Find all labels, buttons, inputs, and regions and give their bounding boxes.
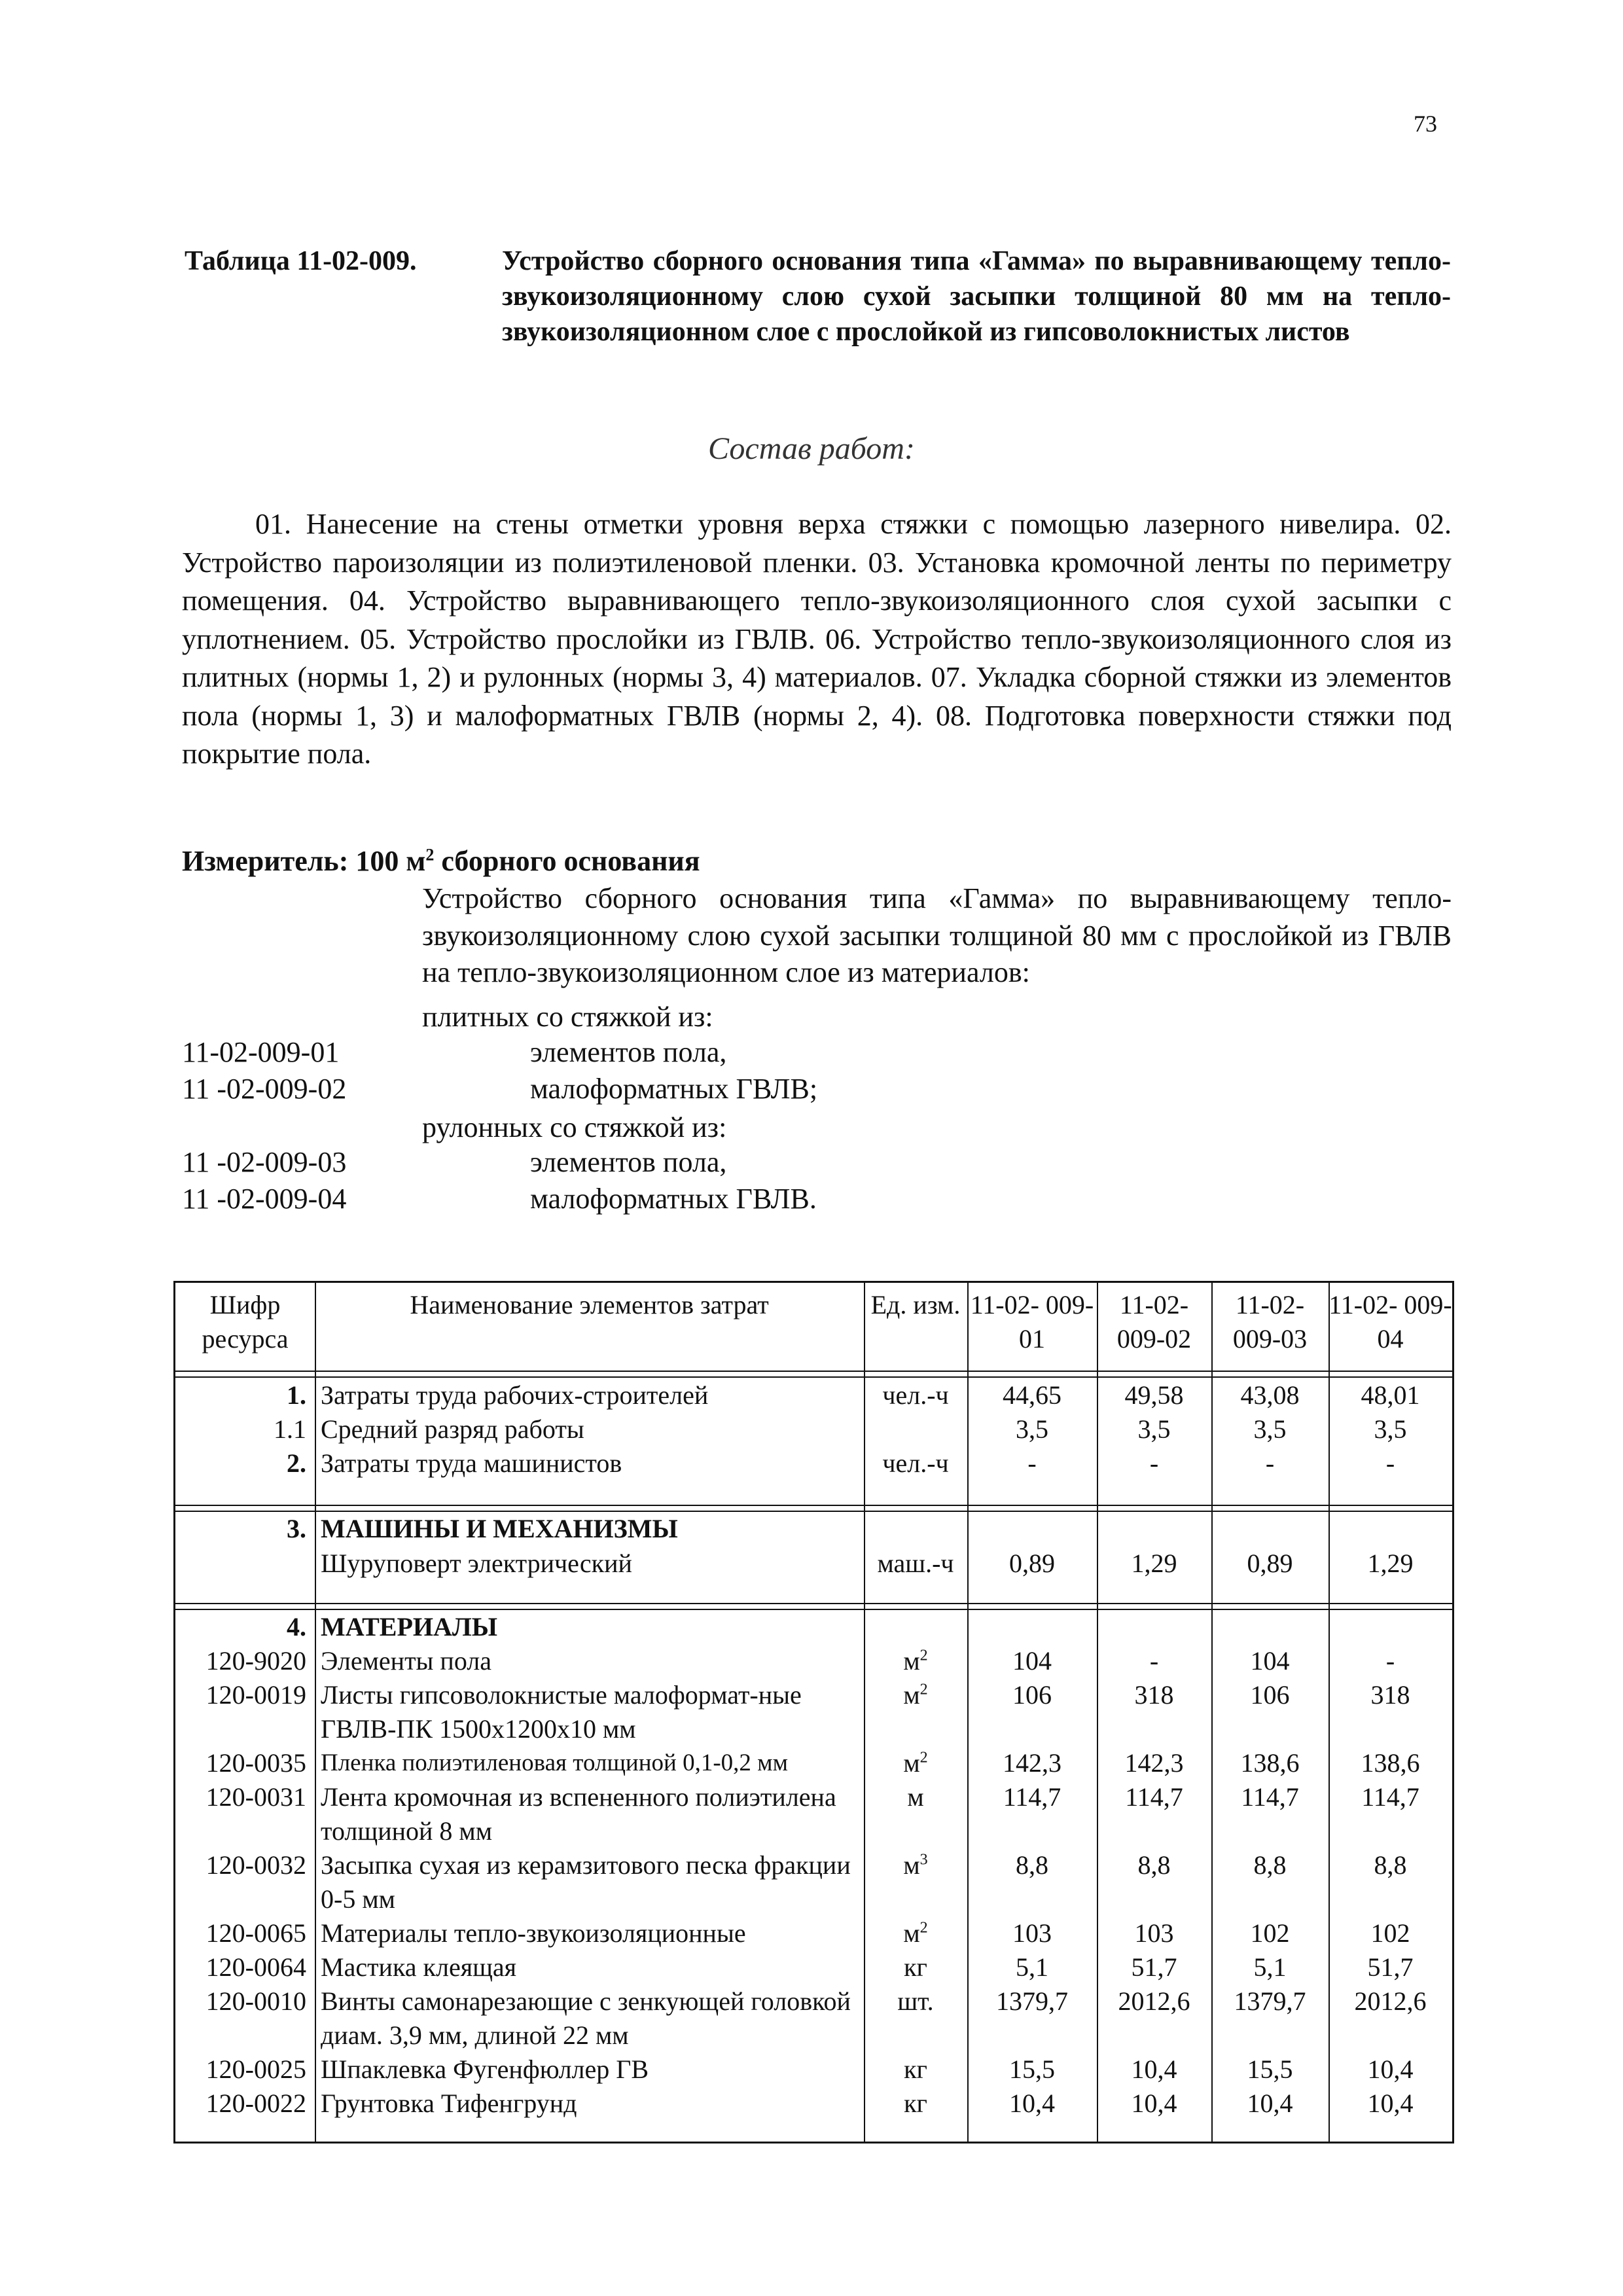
row-name: Затраты труда рабочих-строителей <box>321 1380 709 1410</box>
row-name: МАШИНЫ И МЕХАНИЗМЫ <box>321 1514 678 1543</box>
row-value: 49,58 <box>1124 1380 1184 1410</box>
row-value: - <box>1149 1448 1159 1478</box>
row-code: 4. <box>287 1612 306 1641</box>
row-name: Засыпка сухая из керамзитового песка фракции 0-5 мм <box>321 1850 851 1914</box>
header-name: Наименование элементов затрат <box>410 1290 769 1319</box>
row-code: 120-0025 <box>205 2054 306 2084</box>
row-name: Затраты труда машинистов <box>321 1448 622 1478</box>
row-value: 2012,6 <box>1118 1986 1190 2016</box>
row-value: 102 <box>1250 1918 1290 1948</box>
row-value: 8,8 <box>1374 1850 1407 1880</box>
header-code: Шифр ресурса <box>202 1290 289 1354</box>
row-name: Грунтовка Тифенгрунд <box>321 2089 577 2118</box>
row-value: - <box>1385 1448 1395 1478</box>
row-code: 120-0035 <box>205 1748 306 1778</box>
row-value: 318 <box>1134 1680 1174 1710</box>
row-value: 10,4 <box>1009 2089 1055 2118</box>
row-unit: шт. <box>897 1986 934 2016</box>
row-unit: $м^2$ <box>903 1918 928 1948</box>
row-name: МАТЕРИАЛЫ <box>321 1612 497 1641</box>
row-value: 5,1 <box>1253 1952 1287 1982</box>
row-value: - <box>1265 1448 1275 1478</box>
norms-description: Устройство сборного основания типа «Гамма» по выравнивающему тепло-звукоизоляционному слою сухой засыпки толщиной 80 мм с прослойкой из ГВЛВ на тепло-звукоизоляционном слое из материалов: <box>422 882 1452 988</box>
row-code: 120-0064 <box>205 1952 306 1982</box>
row-value: 114,7 <box>1241 1782 1299 1812</box>
row-value: 3,5 <box>1016 1414 1048 1444</box>
norm-code-row: 11 -02-009-02 малоформатных ГВЛВ; <box>182 1073 818 1105</box>
row-name: Средний разряд работы <box>321 1414 584 1444</box>
row-value: 1,29 <box>1367 1549 1414 1578</box>
row-value: 8,8 <box>1137 1850 1171 1880</box>
row-unit: кг <box>904 2054 927 2084</box>
row-unit: $м^2$ <box>903 1748 928 1778</box>
row-value: 44,65 <box>1003 1380 1061 1410</box>
row-name: Пленка полиэтиленовая толщиной 0,1-0,2 мм <box>321 1749 788 1776</box>
row-value: 114,7 <box>1003 1782 1061 1812</box>
row-name: Листы гипсоволокнистые малоформат-ные ГВЛВ-ПК 1500x1200x10 мм <box>321 1680 802 1744</box>
row-unit: чел.-ч <box>882 1380 949 1410</box>
row-value: 48,01 <box>1361 1380 1420 1410</box>
row-value: 51,7 <box>1367 1952 1414 1982</box>
row-value: 8,8 <box>1016 1850 1048 1880</box>
group-label-roll: рулонных со стяжкой из: <box>422 1111 727 1143</box>
row-value: - <box>1385 1646 1395 1676</box>
row-code: 120-0010 <box>205 1986 306 2016</box>
row-code: 120-0065 <box>205 1918 306 1948</box>
row-code: 120-0032 <box>205 1850 306 1880</box>
row-name: Лента кромочная из вспененного полиэтилена толщиной 8 мм <box>321 1782 836 1846</box>
row-value: 15,5 <box>1247 2054 1293 2084</box>
row-value: 10,4 <box>1247 2089 1293 2118</box>
resources-table <box>173 1281 1454 2144</box>
table-title-text: Устройство сборного основания типа «Гамма» по выравнивающему тепло-звукоизоляционному слою сухой засыпки толщиной 80 мм на тепло-звукоизоляционном слое с прослойкой из гипсоволокнистых листов <box>502 246 1451 347</box>
row-value: 114,7 <box>1361 1782 1419 1812</box>
row-value: 106 <box>1250 1680 1290 1710</box>
norm-code-row: 11 -02-009-04 малоформатных ГВЛВ. <box>182 1183 817 1215</box>
row-code: 120-0022 <box>205 2089 306 2118</box>
row-name: Шуруповерт электрический <box>321 1549 632 1578</box>
group-label-slab: плитных со стяжкой из: <box>422 1001 713 1033</box>
works-description: 01. Нанесение на стены отметки уровня верха стяжки с помощью лазерного нивелира. 02. Устройство пароизоляции из полиэтиленовой пленки. 03. Установка кромочной ленты по периметру помещения. 04. Устройство выравнивающего тепло-звукоизоляционного слоя сухой засыпки с уплотнением. 05. Устройство прослойки из ГВЛВ. 06. Устройство тепло-звукоизоляционного слоя из плитных (нормы 1, 2) и рулонных (нормы 3, 4) материалов. 07. Укладка сборной стяжки из элементов пола (нормы 1, 3) и малоформатных ГВЛВ (нормы 2, 4). 08. Подготовка поверхности стяжки под покрытие пола. <box>182 508 1452 770</box>
header-norm-2: 11-02- 009-02 <box>1116 1290 1192 1354</box>
row-code: 120-9020 <box>205 1646 306 1676</box>
row-code: 1. <box>287 1380 306 1410</box>
row-value: - <box>1149 1646 1159 1676</box>
row-value: 0,89 <box>1009 1549 1055 1578</box>
row-value: 10,4 <box>1131 2089 1177 2118</box>
row-name: Элементы пола <box>321 1646 492 1676</box>
row-value: 43,08 <box>1240 1380 1300 1410</box>
row-name: Шпаклевка Фугенфюллер ГВ <box>321 2054 649 2084</box>
row-value: 51,7 <box>1131 1952 1177 1982</box>
header-norm-3: 11-02- 009-03 <box>1232 1290 1308 1354</box>
row-value: 104 <box>1250 1646 1290 1676</box>
row-value: 102 <box>1370 1918 1410 1948</box>
row-value: 8,8 <box>1253 1850 1287 1880</box>
row-unit: $м^2$ <box>903 1646 928 1676</box>
header-norm-4: 11-02- 009-04 <box>1329 1290 1452 1354</box>
row-value: 0,89 <box>1247 1549 1293 1578</box>
row-code: 120-0019 <box>205 1680 306 1710</box>
row-value: 138,6 <box>1240 1748 1300 1778</box>
row-name: Мастика клеящая <box>321 1952 517 1982</box>
row-unit: м <box>907 1782 924 1812</box>
row-unit: маш.-ч <box>877 1549 954 1578</box>
norm-code-row: 11-02-009-01 элементов пола, <box>182 1036 727 1068</box>
header-norm-1: 11-02- 009-01 <box>970 1290 1094 1354</box>
row-name: Материалы тепло-звукоизоляционные <box>321 1918 746 1948</box>
row-value: 2012,6 <box>1354 1986 1427 2016</box>
row-value: 104 <box>1012 1646 1052 1676</box>
row-code: 2. <box>287 1448 306 1478</box>
row-code: 3. <box>287 1514 306 1543</box>
row-unit: чел.-ч <box>882 1448 949 1478</box>
row-value: 138,6 <box>1361 1748 1420 1778</box>
row-value: 1,29 <box>1131 1549 1177 1578</box>
row-code: 1.1 <box>274 1414 306 1444</box>
row-value: 1379,7 <box>996 1986 1068 2016</box>
row-unit: $м^3$ <box>903 1850 928 1880</box>
row-value: 3,5 <box>1374 1414 1407 1444</box>
norm-code-row: 11 -02-009-03 элементов пола, <box>182 1146 727 1178</box>
row-value: 106 <box>1012 1680 1052 1710</box>
row-value: 3,5 <box>1253 1414 1287 1444</box>
row-value: 142,3 <box>1124 1748 1184 1778</box>
measure-unit: Измеритель: 100 $м^2$ сборного основания <box>182 845 700 877</box>
works-heading: Состав работ: <box>708 431 915 466</box>
row-value: 10,4 <box>1367 2054 1414 2084</box>
row-unit: кг <box>904 1952 927 1982</box>
row-unit: кг <box>904 2089 927 2118</box>
row-value: 114,7 <box>1125 1782 1183 1812</box>
row-unit: $м^2$ <box>903 1680 928 1710</box>
row-value: 10,4 <box>1367 2089 1414 2118</box>
table-title-label: Таблица 11-02-009. <box>185 246 417 276</box>
row-name: Винты самонарезающие с зенкующей головкой диам. 3,9 мм, длиной 22 мм <box>321 1986 851 2050</box>
header-unit: Ед. изм. <box>870 1290 961 1319</box>
row-value: 10,4 <box>1131 2054 1177 2084</box>
row-value: 3,5 <box>1137 1414 1171 1444</box>
row-value: 318 <box>1370 1680 1410 1710</box>
row-value: - <box>1027 1448 1037 1478</box>
row-value: 1379,7 <box>1234 1986 1306 2016</box>
row-code: 120-0031 <box>205 1782 306 1812</box>
row-value: 5,1 <box>1016 1952 1048 1982</box>
row-value: 103 <box>1012 1918 1052 1948</box>
page-number: 73 <box>1414 111 1437 137</box>
row-value: 142,3 <box>1003 1748 1061 1778</box>
row-value: 103 <box>1134 1918 1174 1948</box>
row-value: 15,5 <box>1009 2054 1055 2084</box>
